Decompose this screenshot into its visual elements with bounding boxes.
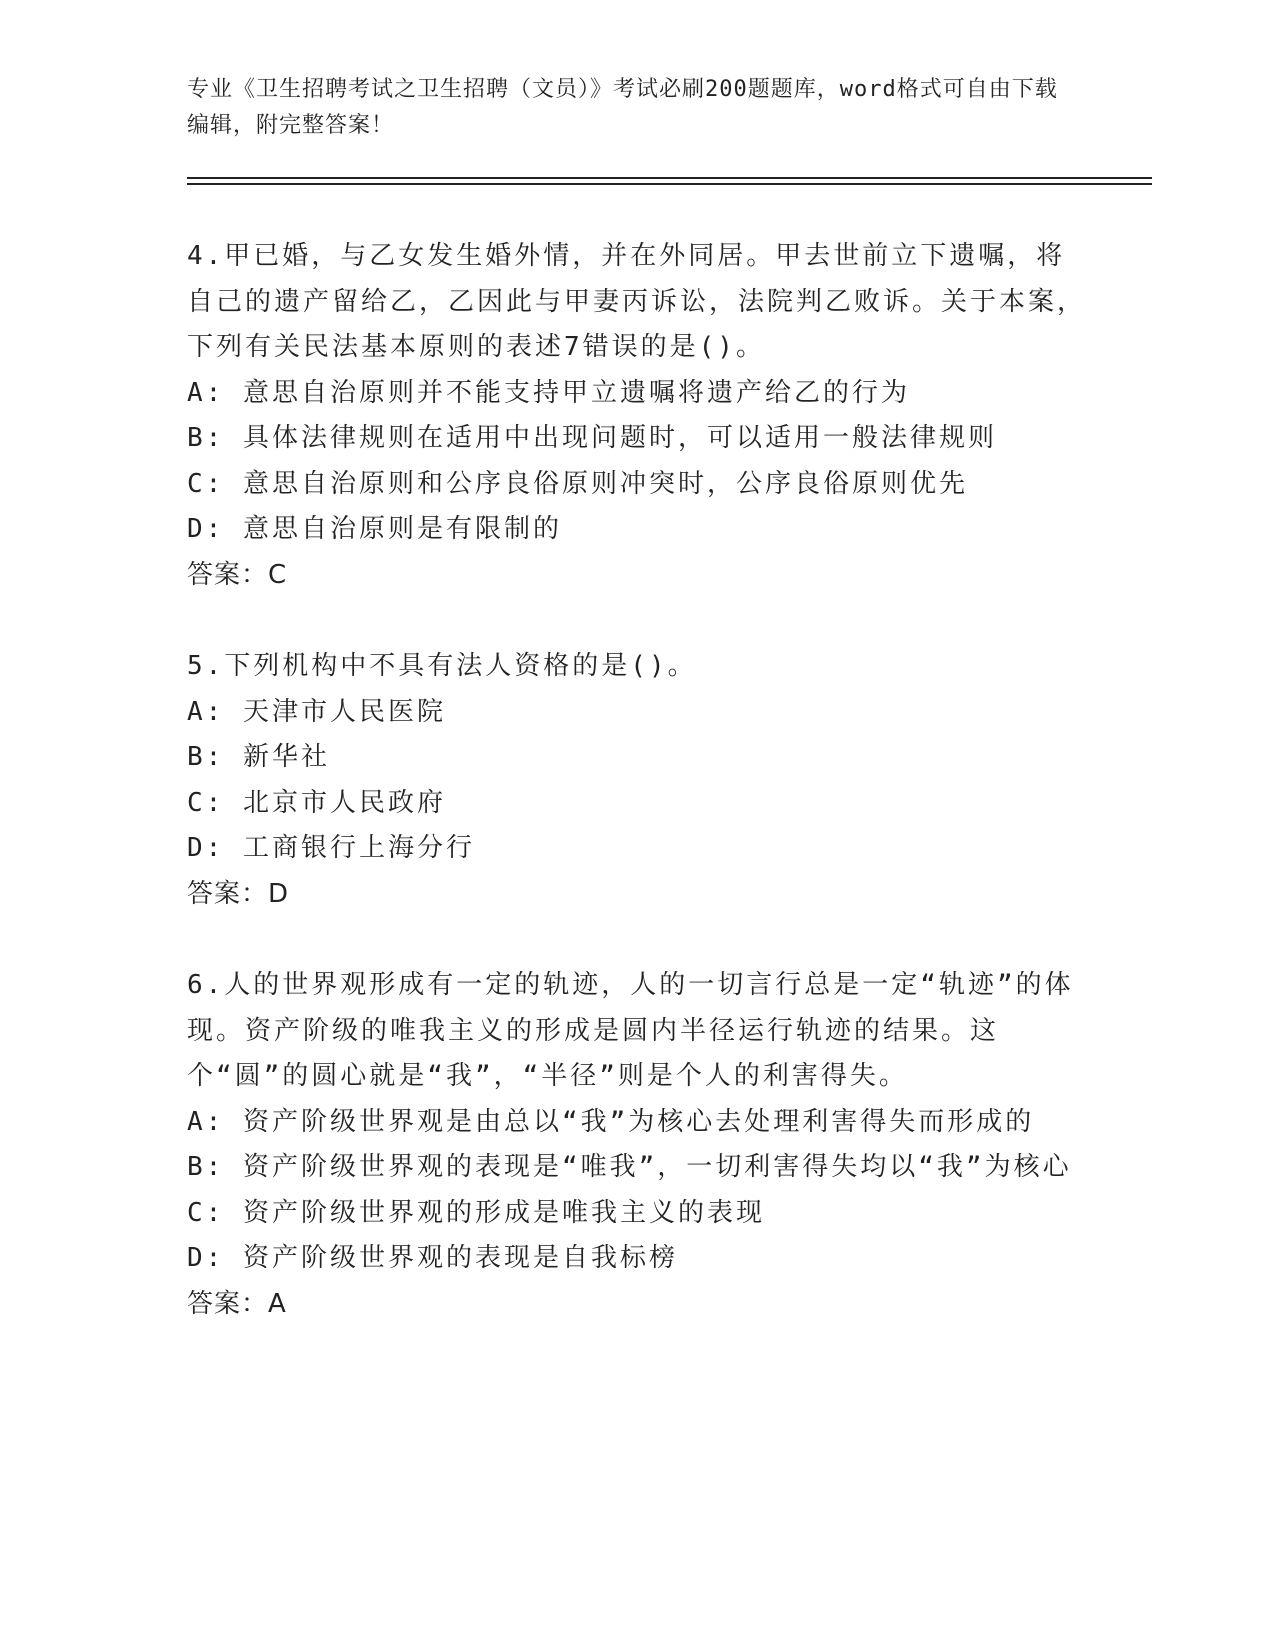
question-6 [187,963,1087,1327]
option-c: C: 北京市人民政府 [187,787,446,818]
option-d: D: 意思自治原则是有限制的 [187,514,562,544]
option-d: D: 工商银行上海分行 [187,833,475,863]
option-c: C: 意思自治原则和公序良俗原则冲突时，公序良俗原则优先 [187,468,968,499]
question-4 [187,234,1087,598]
option-a: A: 意思自治原则并不能支持甲立遗嘱将遗产给乙的行为 [187,377,910,408]
option-a: A: 资产阶级世界观是由总以“我”为核心去处理利害得失而形成的 [187,1106,1035,1137]
option-b: B: 具体法律规则在适用中出现问题时，可以适用一般法律规则 [187,423,997,453]
document-header: 专业《卫生招聘考试之卫生招聘（文员）》考试必刷200题题库，word格式可自由下载编辑，附完整答案！ [187,77,1058,138]
answer-label: 答案：A [187,1288,287,1319]
option-a: A: 天津市人民医院 [187,696,446,727]
answer-label: 答案：C [187,559,288,590]
answer-label: 答案：D [187,878,290,909]
header-rule-top [187,177,1152,179]
question-stem: 4.甲已婚，与乙女发生婚外情，并在外同居。甲去世前立下遗嘱，将自己的遗产留给乙，乙因此与甲妻丙诉讼，法院判乙败诉。关于本案，下列有关民法基本原则的表述7错误的是()。 [187,241,1087,362]
question-5 [187,644,1087,917]
question-stem: 6.人的世界观形成有一定的轨迹，人的一切言行总是一定“轨迹”的体现。资产阶级的唯我主义的形成是圆内半径运行轨迹的结果。这个“圆”的圆心就是“我”，“半径”则是个人的利害得失。 [187,970,1074,1091]
option-d: D: 资产阶级世界观的表现是自我标榜 [187,1243,678,1273]
question-stem: 5.下列机构中不具有法人资格的是()。 [187,651,697,681]
question-list [187,234,1087,1373]
option-b: B: 新华社 [187,742,330,772]
option-b: B: 资产阶级世界观的表现是“唯我”，一切利害得失均以“我”为核心 [187,1152,1072,1182]
header-rule-bottom [187,183,1152,185]
option-c: C: 资产阶级世界观的形成是唯我主义的表现 [187,1197,765,1228]
